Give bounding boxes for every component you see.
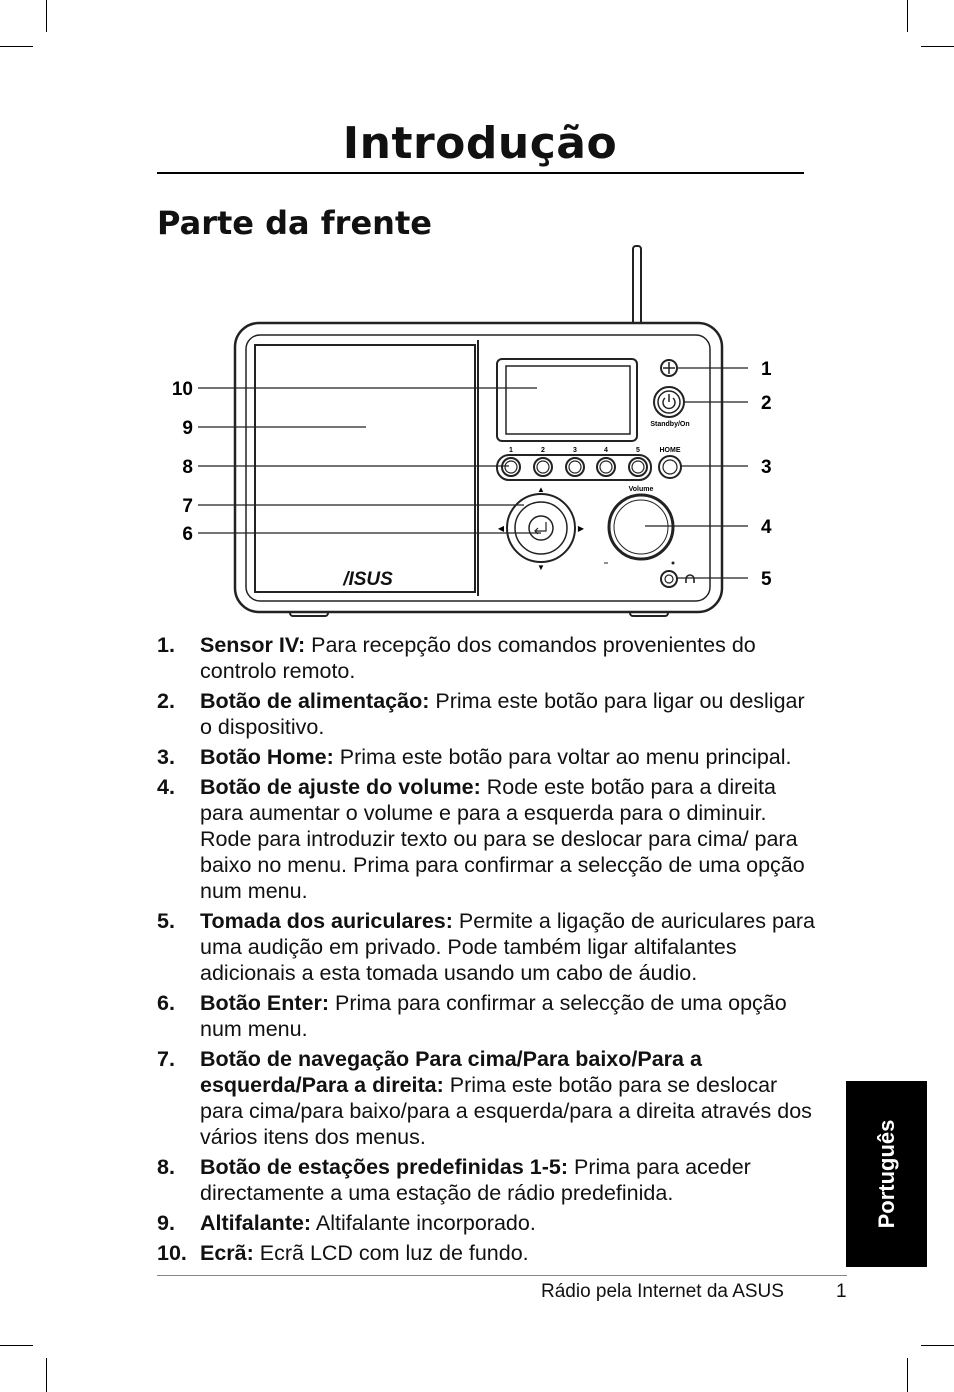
volume-knob-inner — [614, 500, 668, 554]
preset-button-1-inner — [505, 461, 517, 473]
crop-mark — [907, 1358, 908, 1392]
item-description: Permite a ligação de auriculares para uma audição em privado. Pode também ligar altifalantes adicionais a esta tomada usando um cabo de áudio. — [200, 909, 816, 985]
antenna — [633, 246, 641, 326]
footer-divider — [157, 1275, 847, 1276]
language-tab-label: Português — [873, 1119, 899, 1229]
item-term: Tomada dos auriculares: — [200, 909, 453, 933]
speaker-panel — [255, 345, 475, 592]
preset-label-4: 4 — [604, 447, 608, 454]
list-item — [157, 632, 817, 684]
crop-mark — [0, 46, 33, 47]
preset-label-5: 5 — [636, 447, 640, 454]
page-number: 1 — [836, 1281, 847, 1302]
item-term: Ecrã: — [200, 1241, 254, 1265]
list-item — [157, 1154, 817, 1206]
callout-3: 3 — [761, 457, 772, 478]
item-term: Botão Home: — [200, 745, 334, 769]
volume-plus-mark — [672, 562, 675, 565]
item-description: Prima este botão para ligar ou desligar o dispositivo. — [200, 689, 805, 739]
list-item — [157, 744, 817, 770]
title-divider — [157, 172, 804, 174]
item-number: 1. — [157, 633, 175, 657]
preset-button-5-inner — [632, 461, 644, 473]
preset-label-1: 1 — [509, 447, 513, 454]
list-item — [157, 688, 817, 740]
list-item — [157, 990, 817, 1042]
item-number: 4. — [157, 775, 175, 799]
list-item — [157, 1046, 817, 1150]
item-number: 3. — [157, 745, 175, 769]
nav-down-arrow: ▼ — [537, 563, 545, 572]
callout-1: 1 — [761, 359, 772, 380]
item-description: Prima este botão para voltar ao menu principal. — [333, 745, 792, 769]
item-number: 8. — [157, 1155, 175, 1179]
nav-left-arrow: ◀ — [497, 524, 505, 533]
crop-mark — [907, 0, 908, 32]
item-number: 6. — [157, 991, 175, 1015]
preset-label-2: 2 — [541, 447, 545, 454]
section-heading: Parte da frente — [157, 204, 432, 242]
callout-9: 9 — [182, 418, 193, 439]
preset-button-3-inner — [569, 461, 581, 473]
radio-front-diagram — [150, 238, 790, 622]
footer-title: Rádio pela Internet da ASUS — [541, 1281, 784, 1302]
item-number: 9. — [157, 1211, 175, 1235]
feature-list — [157, 632, 817, 1270]
list-item — [157, 774, 817, 904]
crop-mark — [0, 1345, 33, 1346]
item-description: Prima para aceder directamente a uma estação de rádio predefinida. — [200, 1155, 751, 1205]
item-term: Botão de navegação Para cima/Para baixo/Para a esquerda/Para a direita: — [200, 1047, 702, 1097]
item-term: Botão de ajuste do volume: — [200, 775, 481, 799]
list-item — [157, 1240, 817, 1266]
preset-button-2-inner — [537, 461, 549, 473]
item-number: 7. — [157, 1047, 175, 1071]
item-description: Ecrã LCD com luz de fundo. — [253, 1241, 529, 1265]
callout-5: 5 — [761, 569, 772, 590]
item-term: Botão Enter: — [200, 991, 329, 1015]
volume-label: Volume — [628, 486, 654, 493]
item-term: Botão de alimentação: — [200, 689, 430, 713]
item-number: 5. — [157, 909, 175, 933]
item-term: Altifalante: — [200, 1211, 312, 1235]
home-button-inner — [663, 460, 677, 474]
callout-4: 4 — [761, 517, 772, 538]
enter-button — [529, 516, 553, 540]
callout-8: 8 — [182, 457, 193, 478]
item-term: Botão de estações predefinidas 1-5: — [200, 1155, 568, 1179]
nav-right-arrow: ▶ — [577, 524, 585, 533]
crop-mark — [46, 1358, 47, 1392]
callout-10: 10 — [171, 379, 193, 400]
crop-mark — [921, 1345, 954, 1346]
crop-mark — [46, 0, 47, 32]
item-description: Altifalante incorporado. — [311, 1211, 536, 1235]
headphone-jack-hole — [665, 575, 673, 583]
preset-label-3: 3 — [573, 447, 577, 454]
callout-7: 7 — [182, 496, 193, 517]
preset-button-4-inner — [600, 461, 612, 473]
item-description: Prima para confirmar a selecção de uma opção num menu. — [200, 991, 787, 1041]
crop-mark — [921, 46, 954, 47]
callout-6: 6 — [182, 524, 193, 545]
list-item — [157, 908, 817, 986]
page-title: Introdução — [342, 118, 618, 169]
language-tab — [846, 1081, 927, 1267]
home-label: HOME — [659, 447, 681, 454]
asus-logo: /ISUS — [343, 569, 393, 590]
lcd-screen — [506, 366, 630, 434]
callout-2: 2 — [761, 393, 772, 414]
item-term: Sensor IV: — [200, 633, 306, 657]
item-number: 10. — [157, 1241, 187, 1265]
item-description: Prima este botão para se deslocar para cima/para baixo/para a esquerda/para a direita através dos vários itens dos menus. — [200, 1073, 812, 1149]
item-description: Rode este botão para a direita para aumentar o volume e para a esquerda para o diminuir. Rode para introduzir texto ou para se deslocar para cima/ para baixo no menu. Prima para confirmar a selecção de uma opção num menu. — [200, 775, 805, 903]
item-number: 2. — [157, 689, 175, 713]
nav-up-arrow: ▲ — [537, 485, 545, 494]
list-item — [157, 1210, 817, 1236]
item-description: Para recepção dos comandos provenientes do controlo remoto. — [200, 633, 756, 683]
standby-label: Standby/On — [650, 421, 690, 428]
